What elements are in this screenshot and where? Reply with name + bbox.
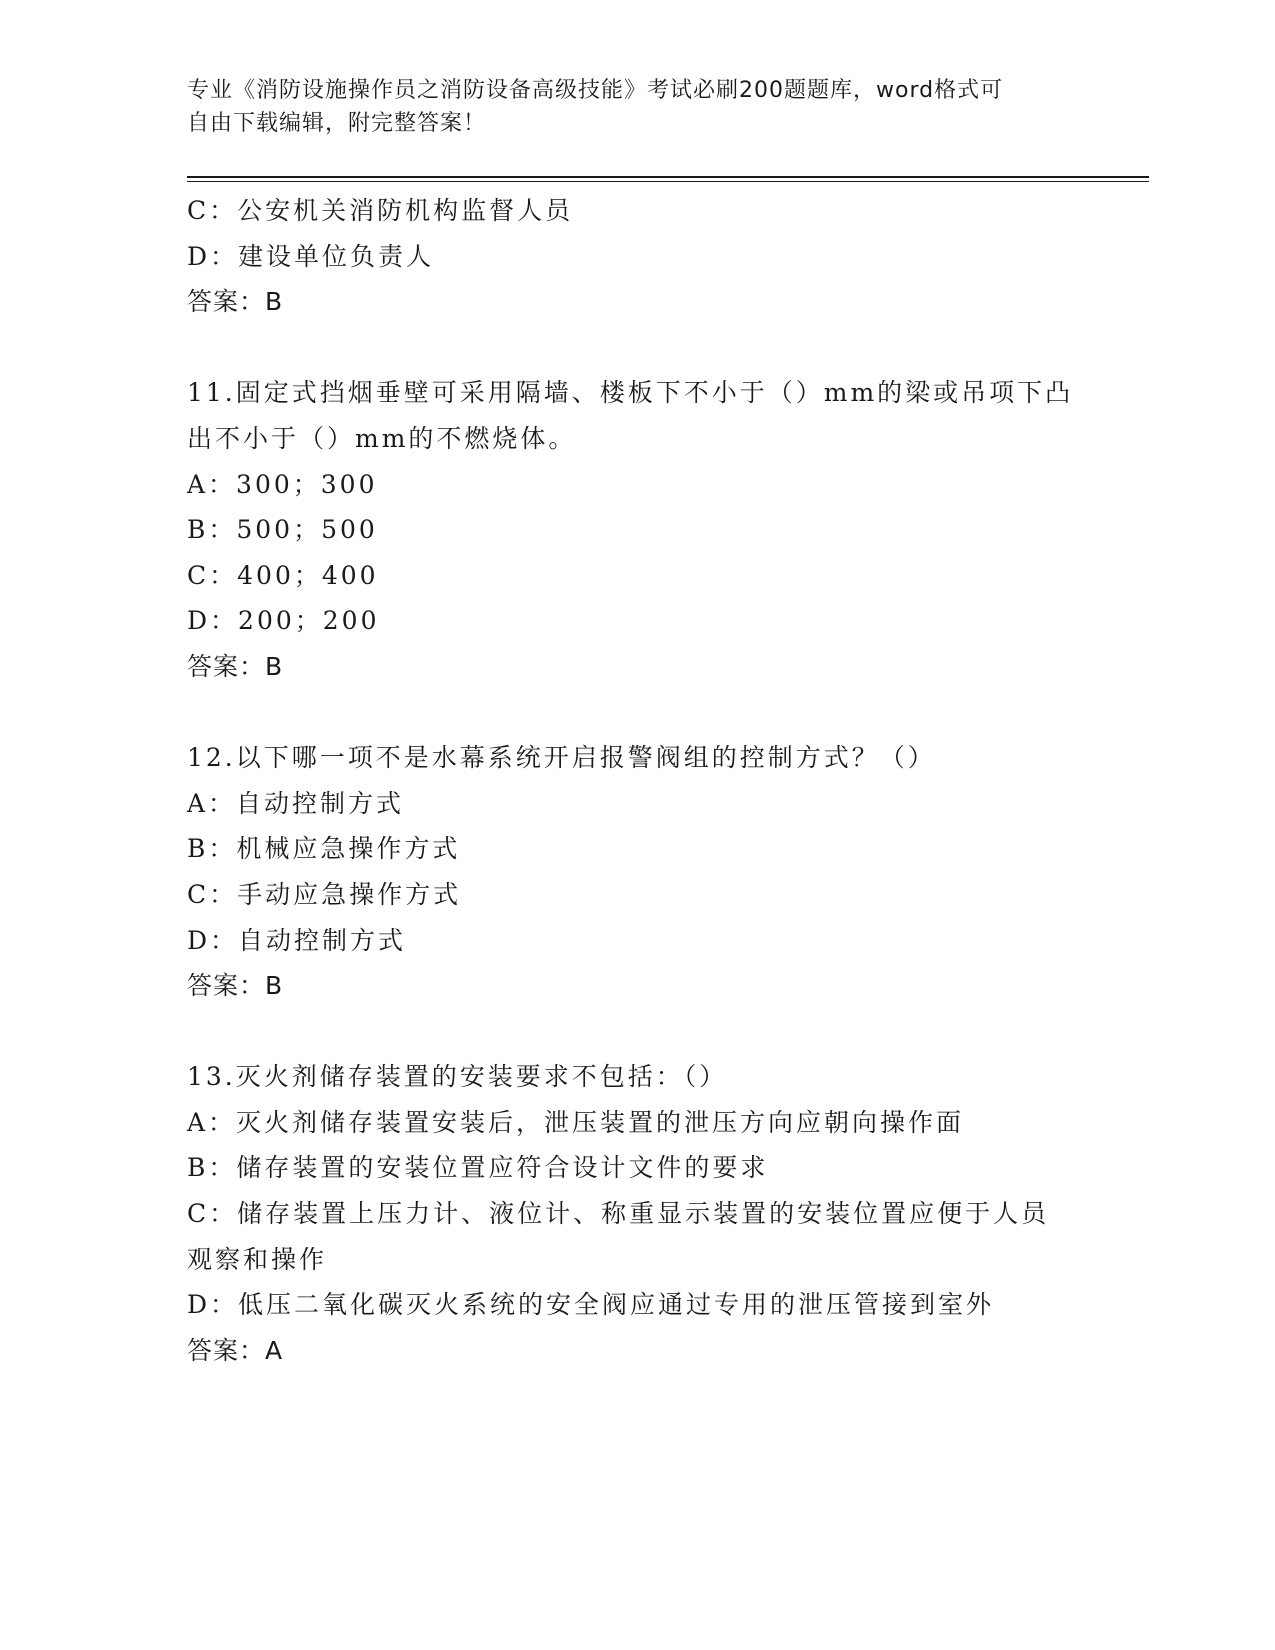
spacer bbox=[187, 690, 1087, 736]
header-divider-thin bbox=[187, 181, 1149, 182]
option-d: D：200；200 bbox=[187, 606, 380, 636]
answer: 答案：A bbox=[187, 1335, 284, 1365]
option-b: B：储存装置的安装位置应符合设计文件的要求 bbox=[187, 1153, 769, 1183]
option-b: B：500；500 bbox=[187, 515, 378, 545]
option-a: A：自动控制方式 bbox=[187, 788, 405, 818]
option-b: B：机械应急操作方式 bbox=[187, 834, 461, 864]
question-10-continued bbox=[187, 188, 1087, 325]
question-11 bbox=[187, 370, 1087, 689]
option-a: A：300；300 bbox=[187, 469, 378, 499]
header-line-1: 专业《消防设施操作员之消防设备高级技能》考试必刷200题题库，word格式可 bbox=[187, 78, 1004, 103]
spacer bbox=[187, 1009, 1087, 1055]
option-d: D：自动控制方式 bbox=[187, 925, 407, 955]
question-list bbox=[187, 188, 1087, 1373]
question-stem: 13.灭火剂储存装置的安装要求不包括：（） bbox=[187, 1062, 728, 1092]
option-a: A：灭火剂储存装置安装后，泄压装置的泄压方向应朝向操作面 bbox=[187, 1107, 965, 1137]
option-c: C：400；400 bbox=[187, 560, 379, 590]
question-stem: 12.以下哪一项不是水幕系统开启报警阀组的控制方式？（） bbox=[187, 743, 936, 773]
option-c-continued: 观察和操作 bbox=[187, 1244, 328, 1274]
option-c: C：储存装置上压力计、液位计、称重显示装置的安装位置应便于人员 bbox=[187, 1199, 1050, 1229]
option-c: C：公安机关消防机构监督人员 bbox=[187, 196, 574, 225]
answer: 答案：B bbox=[187, 287, 284, 317]
option-c: C：手动应急操作方式 bbox=[187, 879, 462, 909]
question-stem-continued: 出不小于（）mm的不燃烧体。 bbox=[187, 423, 577, 453]
spacer bbox=[187, 325, 1087, 371]
header-divider-thick bbox=[187, 176, 1149, 178]
option-d: D：低压二氧化碳灭火系统的安全阀应通过专用的泄压管接到室外 bbox=[187, 1290, 995, 1320]
answer: 答案：B bbox=[187, 651, 284, 681]
question-13 bbox=[187, 1054, 1087, 1373]
header-line-2: 自由下载编辑，附完整答案！ bbox=[187, 111, 487, 136]
document-header bbox=[187, 74, 1067, 140]
question-stem: 11.固定式挡烟垂壁可采用隔墙、楼板下不小于（）mm的梁或吊项下凸 bbox=[187, 378, 1074, 408]
option-d: D：建设单位负责人 bbox=[187, 241, 435, 271]
question-12 bbox=[187, 735, 1087, 1009]
answer: 答案：B bbox=[187, 971, 284, 1001]
